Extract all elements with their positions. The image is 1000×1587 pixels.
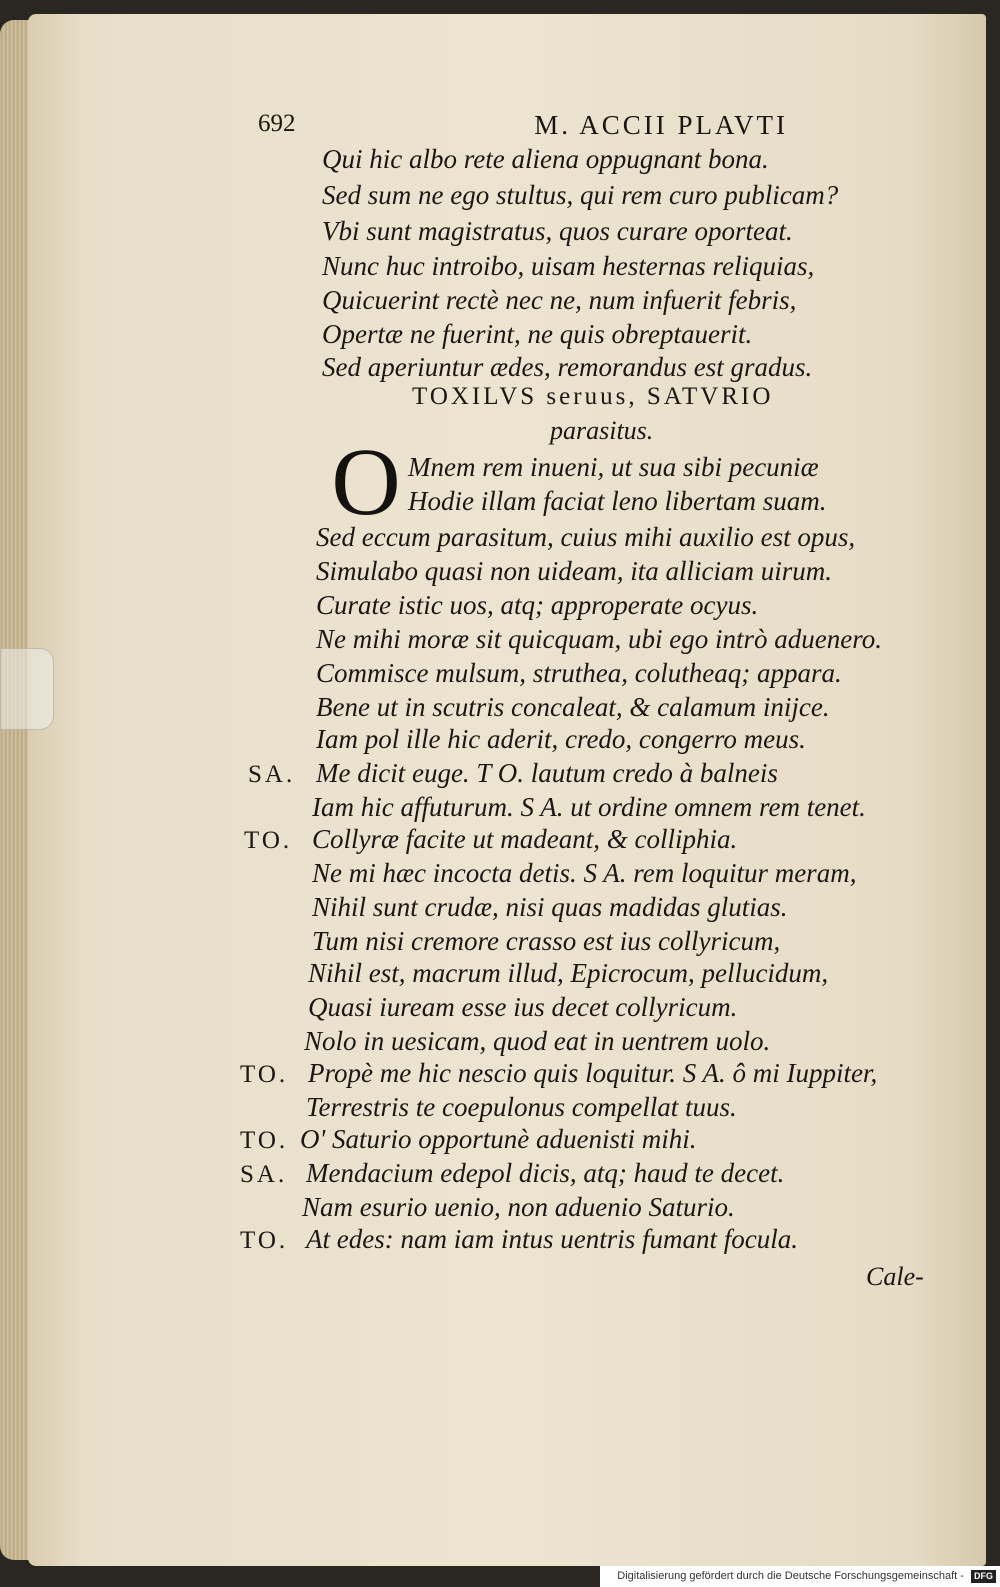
dialogue-line: Iam pol ille hic aderit, credo, congerro meus. <box>316 724 806 754</box>
dialogue-line: Sed eccum parasitum, cuius mihi auxilio est opus, <box>316 522 856 552</box>
speaker-label: TO. <box>240 1227 289 1254</box>
speaker-label: TO. <box>244 827 293 854</box>
dialogue-line: Terrestris te coepulonus compellat tuus. <box>306 1092 737 1122</box>
dialogue-line: Nam esurio uenio, non aduenio Saturio. <box>302 1192 735 1222</box>
speaker-label: SA. <box>240 1161 288 1188</box>
text-line: Vbi sunt magistratus, quos curare oporteat. <box>322 216 793 246</box>
scene-heading-sub: parasitus. <box>550 416 654 445</box>
dialogue-line: Mnem rem inueni, ut sua sibi pecuniæ <box>408 452 819 482</box>
page-number: 692 <box>258 110 296 137</box>
text-line: Opertæ ne fuerint, ne quis obreptauerit. <box>322 319 753 349</box>
footer-bar <box>600 1566 1000 1587</box>
running-head-title: M. ACCII PLAVTI <box>534 110 788 140</box>
dialogue-line: Curate istic uos, atq; approperate ocyus. <box>316 590 759 620</box>
text-line: Sed sum ne ego stultus, qui rem curo publicam? <box>322 180 839 210</box>
dialogue-line: O' Saturio opportunè aduenisti mihi. <box>300 1124 697 1154</box>
catchword: Cale- <box>866 1262 924 1291</box>
text-line: Quicuerint rectè nec ne, num infuerit febris, <box>322 285 797 315</box>
text-line: Sed aperiuntur ædes, remorandus est gradus. <box>322 352 813 382</box>
dialogue-line: Tum nisi cremore crasso est ius collyricum, <box>312 926 781 956</box>
speaker-label: TO. <box>240 1061 289 1088</box>
dialogue-line: Collyræ facite ut madeant, & colliphia. <box>312 824 738 854</box>
dialogue-line: Commisce mulsum, struthea, colutheaq; appara. <box>316 658 842 688</box>
dialogue-line: Mendacium edepol dicis, atq; haud te decet. <box>306 1158 785 1188</box>
dialogue-line: Ne mihi moræ sit quicquam, ubi ego intrò aduenero. <box>316 624 882 654</box>
dialogue-line: Iam hic affuturum. S A. ut ordine omnem rem tenet. <box>312 792 866 822</box>
speaker-label: TO. <box>240 1127 289 1154</box>
dialogue-line: Nihil sunt crudæ, nisi quas madidas glutias. <box>312 892 788 922</box>
text-line: Nunc huc introibo, uisam hesternas reliquias, <box>322 251 815 281</box>
page-clip-tab <box>0 648 54 730</box>
footer-text: Digitalisierung gefördert durch die Deutsche Forschungsgemeinschaft - <box>617 1570 964 1582</box>
dialogue-line: Nolo in uesicam, quod eat in uentrem uolo. <box>304 1026 771 1056</box>
dialogue-line: Propè me hic nescio quis loquitur. S A. ô mi Iuppiter, <box>308 1058 878 1088</box>
dfg-logo: DFG <box>971 1570 996 1583</box>
drop-cap: O <box>331 428 401 535</box>
dialogue-line: Quasi iuream esse ius decet collyricum. <box>308 992 738 1022</box>
dialogue-line: Ne mi hæc incocta detis. S A. rem loquitur meram, <box>312 858 857 888</box>
dialogue-line: Bene ut in scutris concaleat, & calamum inijce. <box>316 692 830 722</box>
scene-heading: TOXILVS seruus, SATVRIO <box>412 383 774 410</box>
dialogue-line: Simulabo quasi non uideam, ita alliciam uirum. <box>316 556 832 586</box>
speaker-label: SA. <box>248 761 296 788</box>
dialogue-line: Hodie illam faciat leno libertam suam. <box>408 486 827 516</box>
dialogue-line: At edes: nam iam intus uentris fumant focula. <box>306 1224 798 1254</box>
text-line: Qui hic albo rete aliena oppugnant bona. <box>322 144 769 174</box>
dialogue-line: Nihil est, macrum illud, Epicrocum, pellucidum, <box>308 958 829 988</box>
dialogue-line: Me dicit euge. T O. lautum credo à balneis <box>316 758 778 788</box>
